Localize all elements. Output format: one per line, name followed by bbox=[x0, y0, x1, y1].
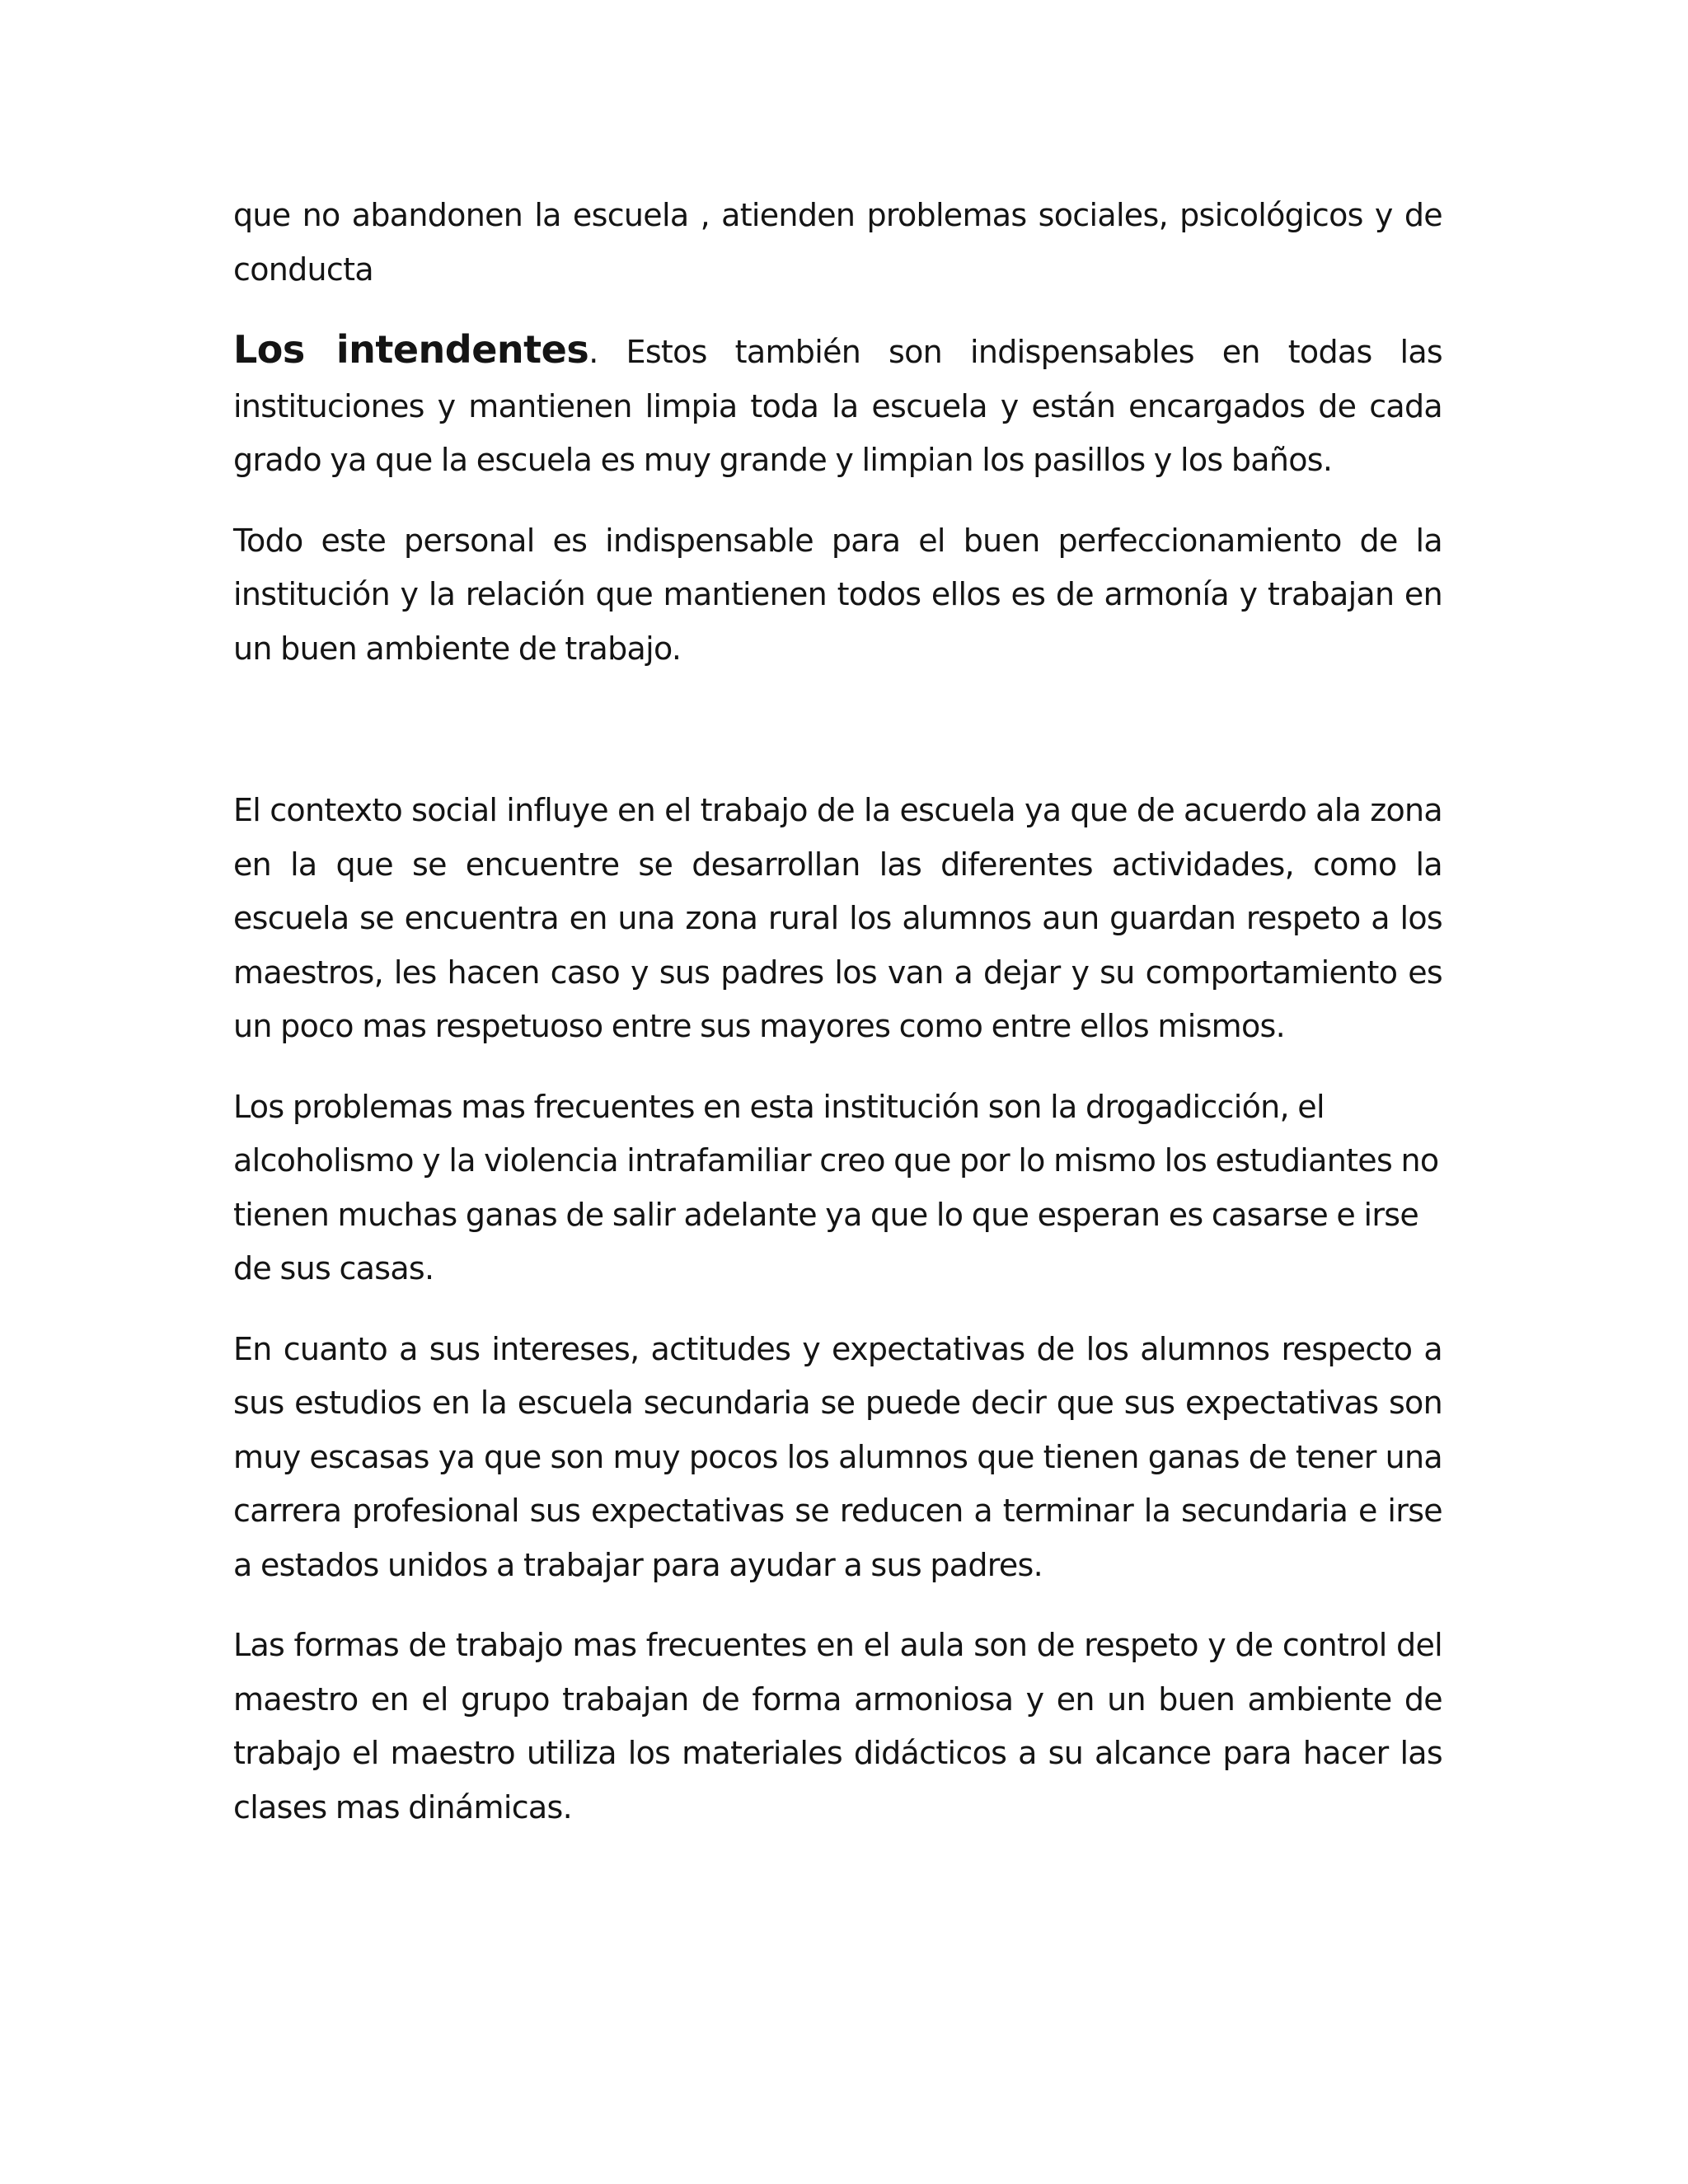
paragraph-formas-trabajo: Las formas de trabajo mas frecuentes en el aula son de respeto y de control del maestro en el grupo trabajan de forma armoniosa y en un buen ambiente de trabajo el maestro utiliza los materiales didácticos a su alcance para hacer las clases mas dinámicas. bbox=[233, 1627, 1442, 1825]
paragraph-personal: Todo este personal es indispensable para el buen perfeccionamiento de la institución y la relación que mantienen todos ellos es de armonía y trabajan en un buen ambiente de trabajo. bbox=[233, 522, 1442, 667]
paragraph-continuation: que no abandonen la escuela , atienden problemas sociales, psicológicos y de conducta bbox=[233, 197, 1442, 288]
paragraph-problemas: Los problemas mas frecuentes en esta institución son la drogadicción, el alcoholismo y la violencia intrafamiliar creo que por lo mismo los estudiantes no tienen muchas ganas de salir adelante ya que lo que esperan es casarse e irse de sus casas. bbox=[233, 1088, 1439, 1286]
document-body bbox=[233, 189, 1442, 1835]
paragraph-intereses: En cuanto a sus intereses, actitudes y expectativas de los alumnos respecto a sus estudios en la escuela secundaria se puede decir que sus expectativas son muy escasas ya que son muy pocos los alumnos que tienen ganas de tener una carrera profesional sus expectativas se reducen a terminar la secundaria e irse a estados unidos a trabajar para ayudar a sus padres. bbox=[233, 1330, 1442, 1583]
paragraph-intendentes-text: . Estos también son indispensables en todas las instituciones y mantienen limpia toda la escuela y están encargados de cada grado ya que la escuela es muy grande y limpian los pasillos y los baños. bbox=[233, 334, 1443, 478]
paragraph-contexto-social: El contexto social influye en el trabajo de la escuela ya que de acuerdo ala zona en la que se encuentre se desarrollan las diferentes actividades, como la escuela se encuentra en una zona rural los alumnos aun guardan respeto a los maestros, les hacen caso y sus padres los van a dejar y su comportamiento es un poco mas respetuoso entre sus mayores como entre ellos mismos. bbox=[233, 792, 1442, 1044]
section-heading-intendentes: Los intendentes bbox=[233, 327, 589, 372]
paragraph-intendentes bbox=[233, 323, 1442, 488]
